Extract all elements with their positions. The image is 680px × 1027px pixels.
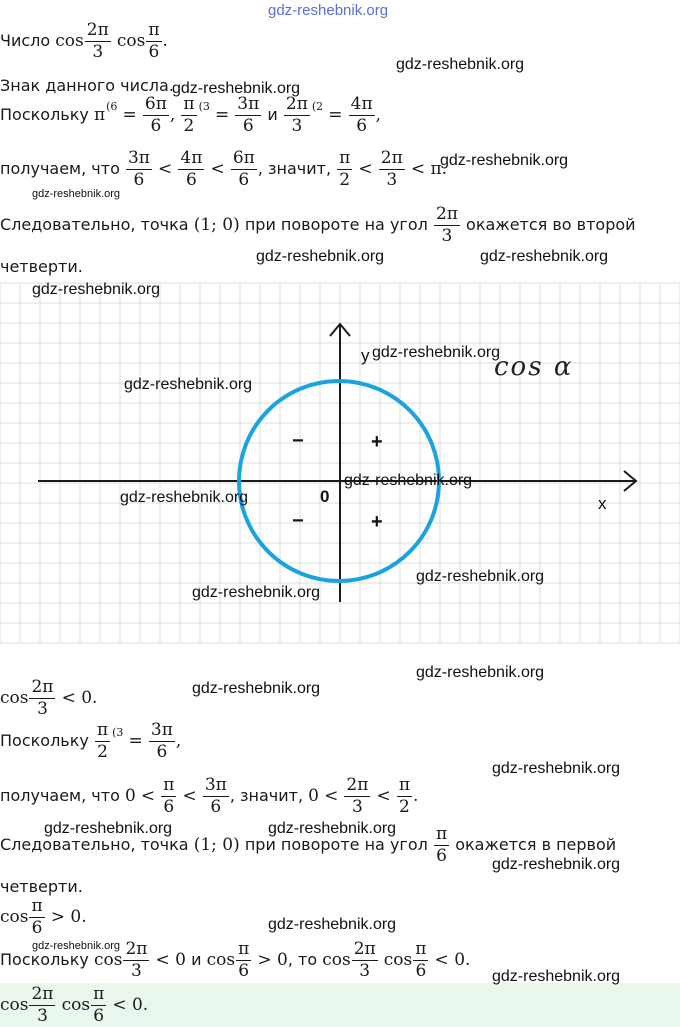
sign-quadrant-4: + [371, 511, 383, 533]
watermark: gdz-reshebnik.org [44, 820, 173, 837]
watermark: gdz-reshebnik.org [492, 760, 621, 777]
result-cos-2pi3: cos $\frac{2\pi}{3}$ < 0. [0, 677, 98, 719]
unit-circle-svg [0, 278, 680, 648]
sign-heading: Знак данного числа. [0, 76, 174, 95]
watermark: gdz-reshebnik.org [172, 80, 301, 97]
result-cos-pi6: cos $\frac{\pi}{6}$ > 0. [0, 896, 87, 938]
watermark: gdz-reshebnik.org [32, 188, 121, 200]
watermark: gdz-reshebnik.org [192, 584, 321, 601]
sign-quadrant-2: − [292, 430, 304, 452]
math-cos: cos [116, 31, 146, 51]
since-line-3: Поскольку cos $\frac{2\pi}{3}$ < 0 и cos $\frac{\pi}{6}$ > 0, то cos $\frac{2\pi}{3}$ cos $\frac{\pi}{6}$ < 0. [0, 939, 471, 981]
y-axis-label: y [361, 346, 370, 365]
quarter-text-2: четверти. [0, 877, 83, 896]
watermark: gdz-reshebnik.org [480, 248, 609, 265]
watermark: gdz-reshebnik.org [372, 344, 501, 361]
obtain-line-2: получаем, что 0 < $\frac{\pi}{6}$ < $\frac{3\pi}{6}$ , значит, 0 < $\frac{2\pi}{3}$ < $\frac{\pi}{2}$ . [0, 775, 419, 817]
watermark: gdz-reshebnik.org [416, 664, 545, 681]
watermark: gdz-reshebnik.org [120, 489, 249, 506]
watermark: gdz-reshebnik.org [492, 856, 621, 873]
obtain-line-1: получаем, что $\frac{3\pi}{6}$ < $\frac{4\pi}{6}$ < $\frac{6\pi}{6}$ , значит, $\frac{\pi}{2}$ < $\frac{2\pi}{3}$ < π. [0, 148, 448, 190]
watermark: gdz-reshebnik.org [440, 152, 569, 169]
origin-label: 0 [320, 487, 330, 506]
watermark: gdz-reshebnik.org [396, 56, 525, 73]
since-line-1: Поскольку $\pi^{(6}$ = $\frac{6\pi}{6}$ , $\frac{\pi}{2}$ $^{(3}$ = $\frac{3\pi}{6}$ и $\frac{2\pi}{3}$ $^{(2}$ = $\frac{4\pi}{6}$ , [0, 94, 382, 136]
watermark: gdz-reshebnik.org [32, 281, 161, 298]
final-answer: cos $\frac{2\pi}{3}$ cos $\frac{\pi}{6}$ < 0. [0, 984, 149, 1026]
watermark: gdz-reshebnik.org [32, 940, 121, 952]
cos-alpha-label: cos α [494, 352, 574, 382]
watermark: gdz-reshebnik.org [268, 916, 397, 933]
watermark: gdz-reshebnik.org [256, 248, 385, 265]
watermark: gdz-reshebnik.org [492, 968, 621, 985]
watermark: gdz-reshebnik.org [416, 568, 545, 585]
conclusion-line-1: Следовательно, точка (1; 0) при повороте на угол $\frac{2\pi}{3}$ окажется во второй [0, 204, 636, 246]
quarter-text-1: четверти. [0, 257, 83, 276]
x-axis-label: x [598, 494, 607, 513]
sign-quadrant-1: + [371, 431, 383, 453]
conclusion-line-2: Следовательно, точка (1; 0) при повороте на угол $\frac{\pi}{6}$ окажется в первой [0, 824, 617, 866]
problem-statement: Число cos $\frac{2\pi}{3}$ cos $\frac{\pi}{6}$ . [0, 20, 168, 62]
site-header-link[interactable]: gdz-reshebnik.org [268, 2, 389, 19]
watermark: gdz-reshebnik.org [268, 820, 397, 837]
sign-quadrant-3: − [292, 510, 304, 532]
text-chislo: Число [0, 31, 51, 50]
watermark: gdz-reshebnik.org [344, 472, 473, 489]
fraction-pi-6: $\frac{\pi}{6}$ [148, 20, 160, 62]
watermark: gdz-reshebnik.org [192, 680, 321, 697]
math-cos: cos [55, 31, 84, 51]
fraction-2pi-3: $\frac{2\pi}{3}$ [86, 20, 109, 62]
watermark: gdz-reshebnik.org [124, 376, 253, 393]
unit-circle-figure [0, 278, 680, 648]
since-line-2: Поскольку $\frac{\pi}{2}$ $^{(3}$ = $\frac{3\pi}{6}$ , [0, 720, 182, 762]
